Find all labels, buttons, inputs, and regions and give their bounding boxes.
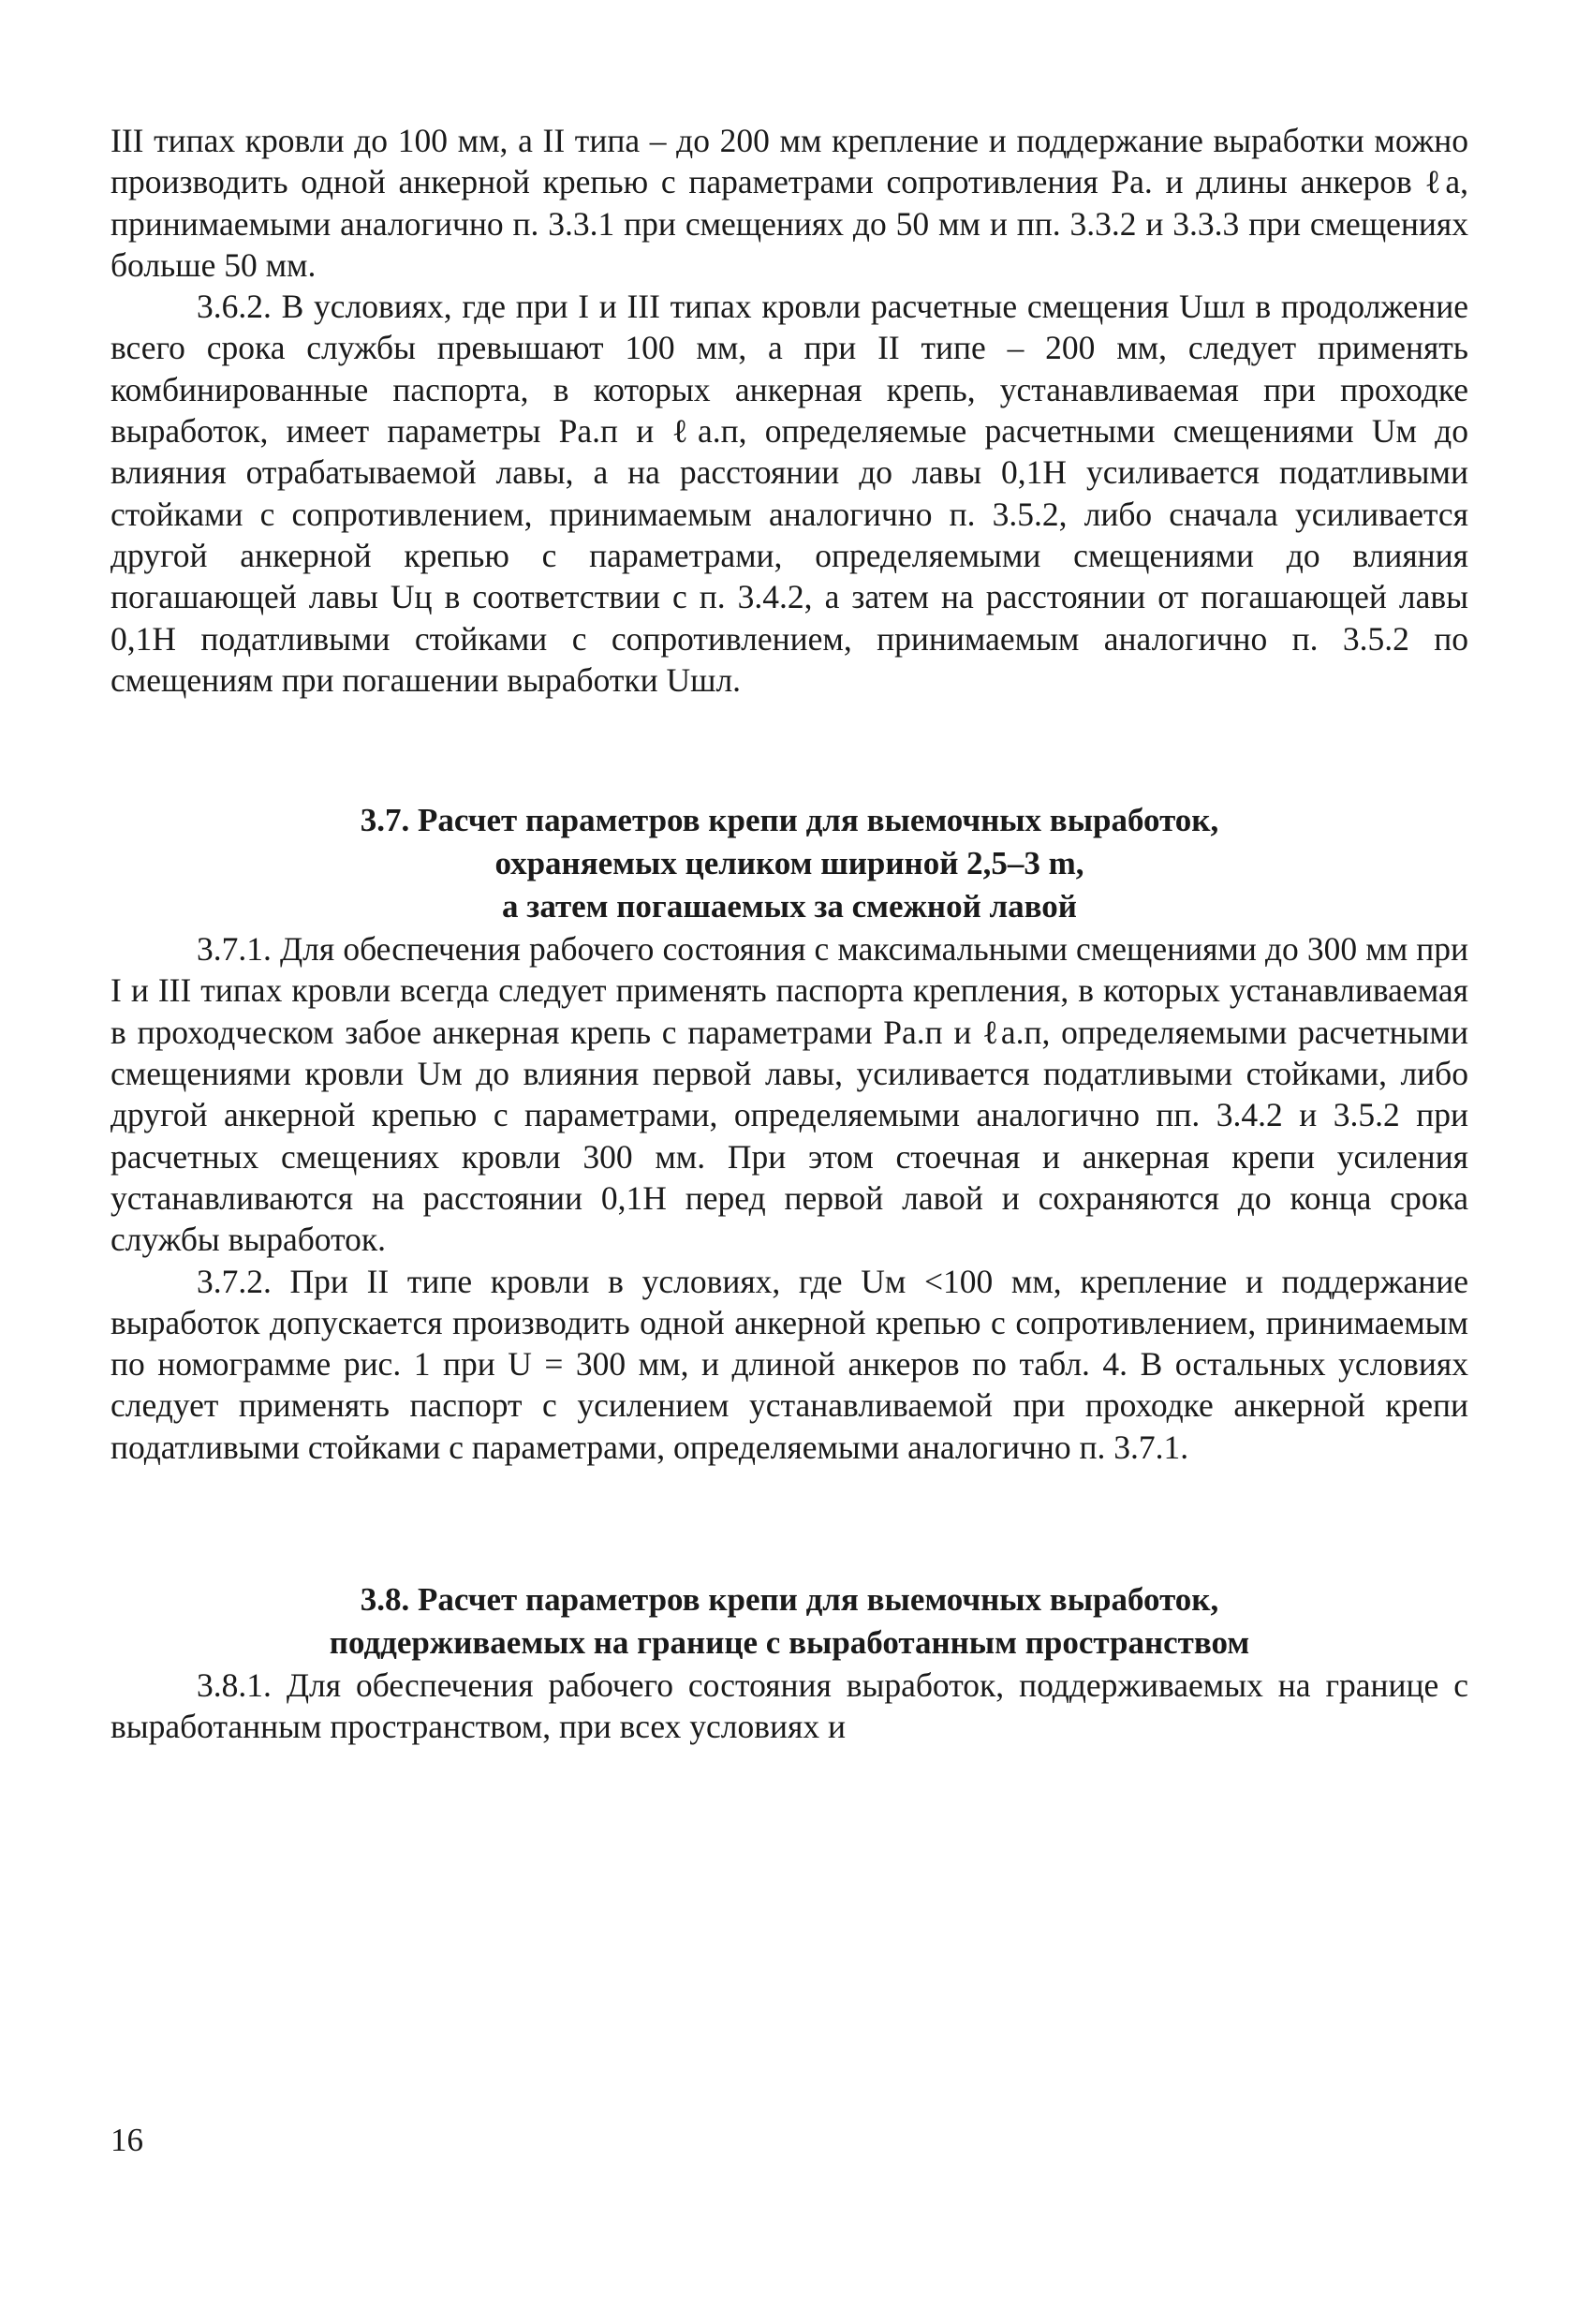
section-heading-3-7 — [111, 799, 1468, 928]
paragraph-3-7-1: 3.7.1. Для обеспечения рабочего состояния с максимальными смещениями до 300 мм при I и III типах кровли всегда следует применять паспорта крепления, в которых устанавливаемая в проходческом забое анкерная крепь с параметрами Pа.п и ℓа.п, определяемыми расчетными смещениями кровли Uм до влияния первой лавы, усиливается податливыми стойками, либо другой анкерной крепью с параметрами, определяемыми аналогично пп. 3.4.2 и 3.5.2 при расчетных смещениях кровли 300 мм. При этом стоечная и анкерная крепи усиления устанавливаются на расстоянии 0,1H перед первой лавой и сохраняются до конца срока службы выработок. — [111, 930, 1468, 1259]
paragraph-3-6-2: 3.6.2. В условиях, где при I и III типах кровли расчетные смещения Uшл в продолжение всего срока службы превышают 100 мм, а при II типе – 200 мм, следует применять комбинированные паспорта, в которых анкерная крепь, устанавливаемая при проходке выработок, имеет параметры Pа.п и ℓа.п, определяемые расчетными смещениями Uм до влияния отрабатываемой лавы, а на расстоянии до лавы 0,1H усиливается податливыми стойками с сопротивлением, принимаемым аналогично п. 3.5.2, либо сначала усиливается другой анкерной крепью с параметрами, определяемыми смещениями до влияния погашающей лавы Uц в соответствии с п. 3.4.2, а затем на расстоянии от погашающей лавы 0,1H податливыми стойками с сопротивлением, принимаемым аналогично п. 3.5.2 по смещениям при погашении выработки Uшл. — [111, 288, 1468, 699]
paragraph-continuation: III типах кровли до 100 мм, а II типа – до 200 мм крепление и поддержание выработки можно производить одной анкерной крепью с параметрами сопротивления Pа. и длины анкеров ℓа, принимаемыми аналогично п. 3.3.1 при смещениях до 50 мм и пп. 3.3.2 и 3.3.3 при смещениях больше 50 мм. — [111, 122, 1468, 284]
page-number: 16 — [111, 2122, 143, 2158]
heading-line: 3.7. Расчет параметров крепи для выемочных выработок, — [360, 802, 1219, 839]
paragraph-3-8-1: 3.8.1. Для обеспечения рабочего состояния выработок, поддерживаемых на границе с выработанным пространством, при всех условиях и — [111, 1666, 1468, 1746]
paragraph-3-7-2: 3.7.2. При II типе кровли в условиях, где Uм <100 мм, крепление и поддержание выработок допускается производить одной анкерной крепью с сопротивлением, принимаемым по номограмме рис. 1 при U = 300 мм, и длиной анкеров по табл. 4. В остальных условиях следует применять паспорт с усилением устанавливаемой при проходке анкерной крепи податливыми стойками с параметрами, определяемыми аналогично п. 3.7.1. — [111, 1262, 1468, 1466]
section-heading-3-8 — [111, 1578, 1468, 1665]
document-page — [111, 120, 1468, 1748]
heading-line: 3.8. Расчет параметров крепи для выемочных выработок, — [360, 1581, 1219, 1619]
heading-line: поддерживаемых на границе с выработанным пространством — [329, 1624, 1250, 1662]
heading-line: охраняемых целиком шириной 2,5–3 m, — [494, 845, 1084, 882]
heading-line: а затем погашаемых за смежной лавой — [502, 888, 1077, 925]
